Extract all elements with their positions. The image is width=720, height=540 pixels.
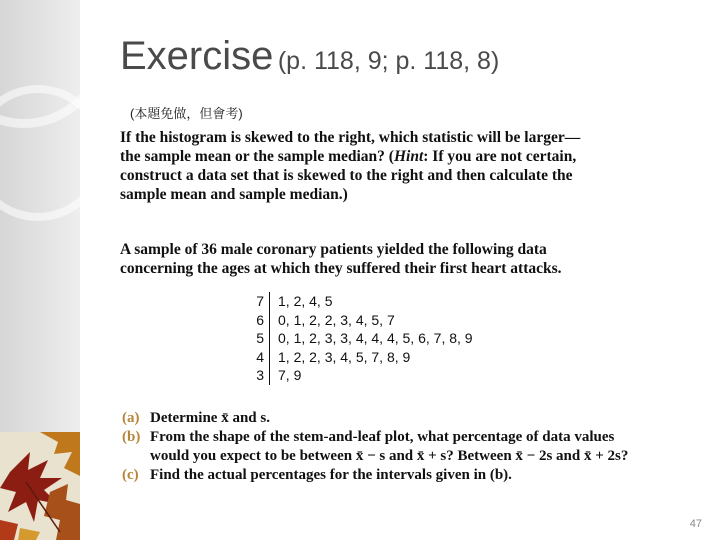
autumn-leaves-image bbox=[0, 432, 80, 540]
question-coronary bbox=[120, 240, 632, 278]
part-label: (c) bbox=[122, 467, 139, 483]
stem-value: 6 bbox=[252, 311, 270, 330]
stem-leaf-row bbox=[252, 292, 473, 311]
question-line: construct a data set that is skewed to the right and then calculate the bbox=[120, 167, 573, 184]
decorative-sidebar bbox=[0, 0, 80, 540]
slide-title bbox=[120, 36, 499, 76]
leaf-values: 7, 9 bbox=[278, 367, 302, 383]
stem-leaf-row bbox=[252, 311, 473, 330]
part-label: (b) bbox=[122, 429, 141, 445]
part-text: Find the actual percentages for the intervals given in (b). bbox=[150, 467, 512, 483]
stem-value: 4 bbox=[252, 348, 270, 367]
stem-value: 7 bbox=[252, 292, 270, 311]
leaf-values: 1, 2, 4, 5 bbox=[278, 293, 333, 309]
question-line: sample mean and sample median.) bbox=[120, 186, 348, 203]
stem-value: 5 bbox=[252, 329, 270, 348]
question-part bbox=[122, 466, 640, 485]
stem-leaf-row bbox=[252, 366, 473, 385]
question-line: concerning the ages at which they suffered their first heart attacks. bbox=[120, 260, 562, 277]
leaf-values: 0, 1, 2, 3, 3, 4, 4, 4, 5, 6, 7, 8, 9 bbox=[278, 330, 473, 346]
question-line: A sample of 36 male coronary patients yielded the following data bbox=[120, 241, 547, 258]
page-number: 47 bbox=[689, 518, 702, 530]
part-text: From the shape of the stem-and-leaf plot, what percentage of data values would you expect to be between x̄ − s and x̄ + s? Between x̄ − 2s and x̄ + 2s? bbox=[150, 429, 629, 464]
title-reference: (p. 118, 9; p. 118, 8) bbox=[277, 47, 500, 75]
stem-leaf-row bbox=[252, 348, 473, 367]
leaf-values: 1, 2, 2, 3, 4, 5, 7, 8, 9 bbox=[278, 348, 411, 365]
stem-and-leaf-plot bbox=[252, 292, 473, 385]
question-part bbox=[122, 409, 640, 428]
exam-note: (本題免做，但會考) bbox=[130, 106, 243, 121]
question-skewness bbox=[120, 128, 632, 204]
leaf-values: 0, 1, 2, 2, 3, 4, 5, 7 bbox=[278, 311, 395, 328]
title-text: Exercise bbox=[120, 34, 274, 78]
question-parts bbox=[122, 409, 640, 485]
stem-value: 3 bbox=[252, 366, 270, 385]
question-part bbox=[122, 428, 640, 466]
hint-label: Hint bbox=[393, 148, 424, 165]
part-text: Determine x̄ and s. bbox=[150, 410, 270, 426]
stem-leaf-row bbox=[252, 329, 473, 348]
part-label: (a) bbox=[122, 410, 140, 426]
decorative-ring bbox=[0, 85, 80, 221]
question-line: the sample mean or the sample median? (Hint: If you are not certain, bbox=[120, 148, 577, 165]
question-line: If the histogram is skewed to the right, which statistic will be larger— bbox=[120, 129, 581, 146]
